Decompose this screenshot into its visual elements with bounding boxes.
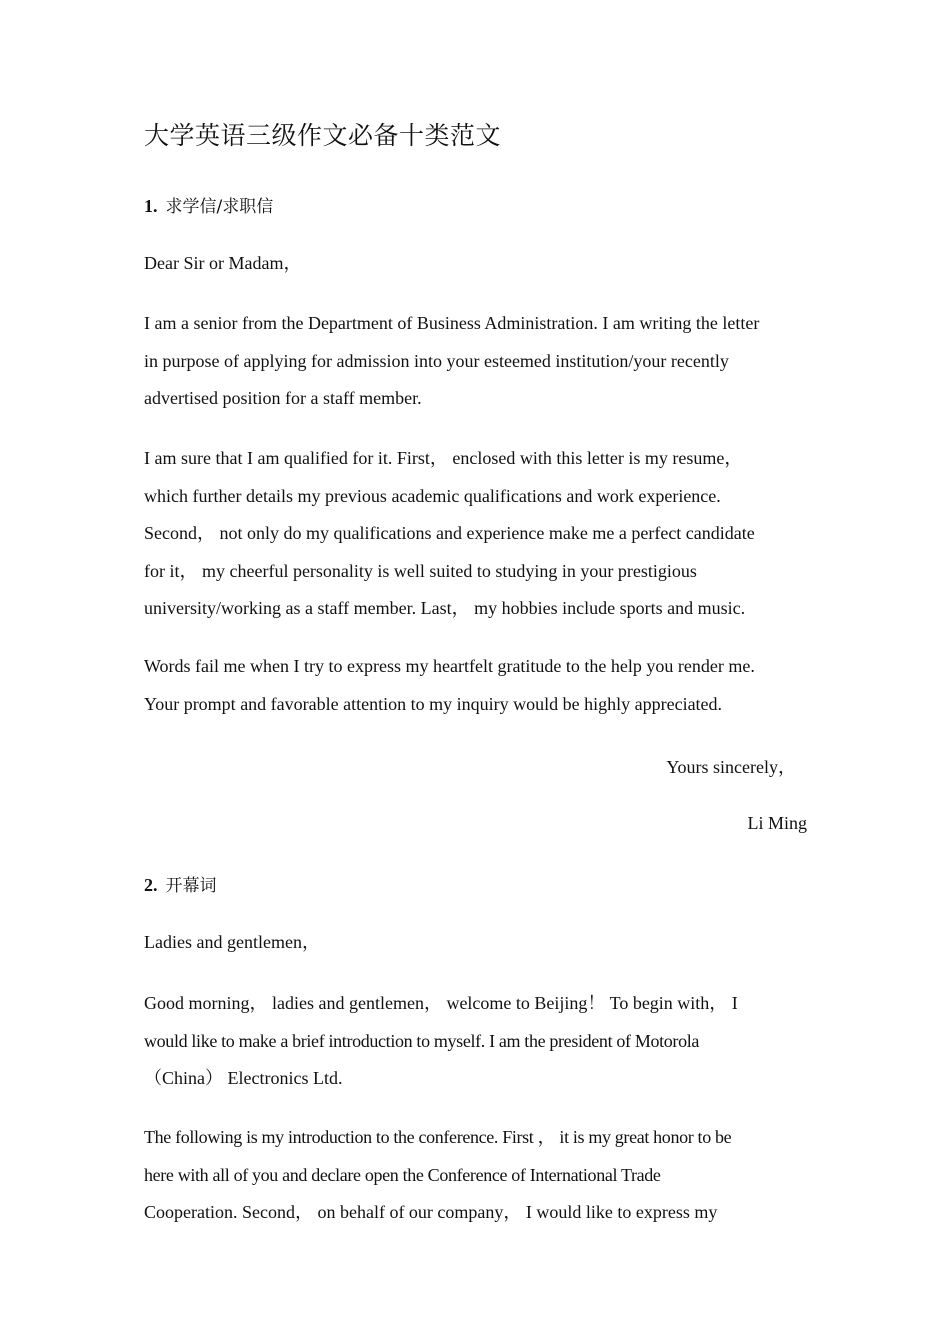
text-line: university/working as a staff member. Last， my hobbies include sports and music. — [144, 598, 746, 618]
section-number: 2. — [144, 875, 158, 895]
section-title: 开幕词 — [165, 876, 217, 896]
paragraph-qualifications — [144, 440, 808, 628]
letter-signature: Li Ming — [747, 813, 807, 833]
text-line: advertised position for a staff member. — [144, 388, 422, 408]
text-line: I am a senior from the Department of Business Administration. I am writing the letter — [144, 313, 760, 333]
section-title: 求学信/求职信 — [165, 197, 274, 217]
salutation-line: Ladies and gentlemen， — [144, 932, 320, 952]
speech-salutation — [144, 924, 808, 962]
text-line: The following is my introduction to the conference. First ， it is my great honor to be — [144, 1127, 732, 1147]
paragraph-conference — [144, 1119, 808, 1232]
paragraph-gratitude — [144, 648, 808, 723]
letter-salutation — [144, 245, 808, 283]
text-line: Your prompt and favorable attention to my inquiry would be highly appreciated. — [144, 693, 723, 714]
section-number: 1. — [144, 196, 158, 216]
text-line: for it， my cheerful personality is well suited to studying in your prestigious — [144, 560, 697, 581]
text-line: Good morning， ladies and gentlemen， welcome to Beijing！ To begin with， I — [144, 993, 738, 1013]
text-line: I am sure that I am qualified for it. First， enclosed with this letter is my resume， — [144, 448, 743, 468]
letter-closing: Yours sincerely， — [666, 757, 796, 777]
text-line: in purpose of applying for admission into your esteemed institution/your recently — [144, 350, 729, 371]
section-heading-1 — [144, 192, 273, 217]
section-heading-2 — [144, 871, 217, 896]
paragraph-welcome — [144, 985, 808, 1098]
text-line: Second， not only do my qualifications and experience make me a perfect candidate — [144, 523, 755, 543]
text-line: would like to make a brief introduction to myself. I am the president of Motorola — [144, 1030, 700, 1051]
text-line: Words fail me when I try to express my heartfelt gratitude to the help you render me. — [144, 656, 755, 676]
text-line: （China） Electronics Ltd. — [144, 1068, 343, 1088]
text-line: here with all of you and declare open the Conference of International Trade — [144, 1164, 661, 1185]
document-title: 大学英语三级作文必备十类范文 — [144, 121, 502, 150]
salutation-line: Dear Sir or Madam， — [144, 253, 302, 273]
text-line: Cooperation. Second， on behalf of our company， I would like to express my — [144, 1202, 718, 1222]
text-line: which further details my previous academic qualifications and work experience. — [144, 485, 721, 506]
paragraph-introduction — [144, 305, 808, 418]
